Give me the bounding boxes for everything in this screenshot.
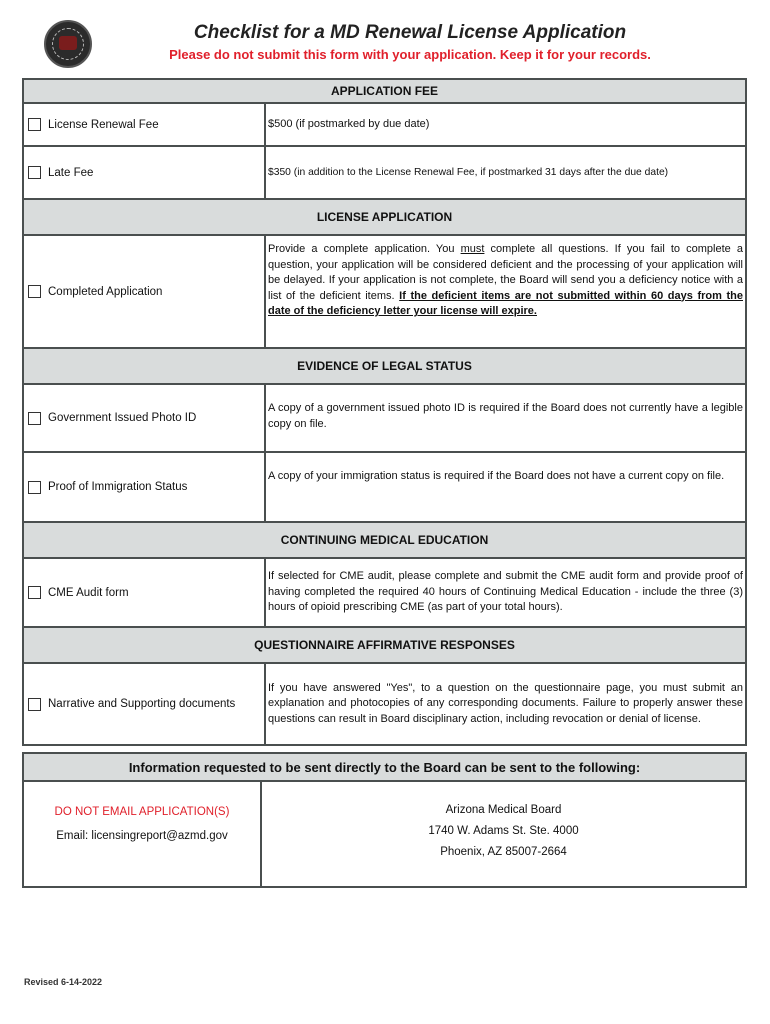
checklist-form [22,78,747,888]
row-label-cell [24,664,266,744]
mailing-address [262,782,745,886]
row-description: If you have answered "Yes", to a question on the questionnaire page, you must submit an explanation and photocopies of any corresponding documents. Failure to properly answer these questions can result in Board disciplinary action, including revocation or denial of license. [268,681,743,725]
immigration-status-checkbox[interactable] [28,481,41,494]
row-label: Government Issued Photo ID [48,412,197,424]
row-label: Completed Application [48,285,163,298]
section-header-legal-status: EVIDENCE OF LEGAL STATUS [22,349,747,385]
row-description: A copy of a government issued photo ID is required if the Board does not currently have a legible copy on file. [268,402,743,430]
checklist-row-photo-id [22,385,747,453]
license-renewal-fee-checkbox[interactable] [28,118,41,131]
deficiency-warning: If the deficient items are not submitted within 60 days from the date of the deficiency letter your license will expire. [268,289,743,317]
late-fee-checkbox[interactable] [28,166,41,179]
section-header-questionnaire: QUESTIONNAIRE AFFIRMATIVE RESPONSES [22,628,747,664]
row-description: $500 (if postmarked by due date) [268,117,430,130]
checklist-row-immigration-status [22,453,747,523]
address-line-name: Arizona Medical Board [445,804,562,816]
row-description [266,236,745,347]
section-header-cme: CONTINUING MEDICAL EDUCATION [22,523,747,559]
row-label: Narrative and Supporting documents [48,698,236,710]
completed-application-checkbox[interactable] [28,285,41,298]
contact-box [22,782,747,888]
row-label-cell [24,453,266,521]
row-label-cell [24,104,266,145]
description-part: Provide a complete application. You [268,243,461,255]
page-title: Checklist for a MD Renewal License Application [193,22,627,43]
checklist-row-completed-application [22,236,747,349]
narrative-documents-checkbox[interactable] [28,698,41,711]
address-line-city: Phoenix, AZ 85007-2664 [440,846,567,858]
checklist-row-late-fee [22,147,747,200]
photo-id-checkbox[interactable] [28,412,41,425]
row-label-cell [24,559,266,626]
row-label: Proof of Immigration Status [48,481,188,493]
page-subtitle: Please do not submit this form with your application. Keep it for your records. [169,47,651,62]
revision-date: Revised 6-14-2022 [24,977,103,987]
description-part: complete all questions. If you fail to complete a question, your application will be considered deficient and the processing of your application will be delayed. If your application is not complete, the Board will send you a deficiency notice with a list of the deficient items. [268,243,744,302]
row-description: If selected for CME audit, please complete and submit the CME audit form and provide proof of having completed the required 40 hours of Continuing Medical Education - include the three (3) hours of opioid prescribing CME (as part of your total hours). [268,570,743,614]
board-email: Email: licensingreport@azmd.gov [56,830,228,842]
checklist-row-narrative [22,664,747,746]
row-label-cell [24,147,266,198]
email-cell [24,782,262,886]
checklist-row-license-renewal-fee [22,104,747,147]
row-label: Late Fee [48,166,94,179]
row-label: License Renewal Fee [48,118,159,131]
row-description: A copy of your immigration status is required if the Board does not have a current copy on file. [268,470,725,482]
section-header-license-application: LICENSE APPLICATION [22,200,747,236]
cme-audit-checkbox[interactable] [28,586,41,599]
checklist-row-cme-audit [22,559,747,628]
no-email-warning: DO NOT EMAIL APPLICATION(S) [54,806,230,818]
row-label-cell [24,385,266,451]
row-description: $350 (in addition to the License Renewal Fee, if postmarked 31 days after the due date) [268,166,669,178]
address-line-street: 1740 W. Adams St. Ste. 4000 [428,825,579,837]
must-emphasis: must [460,243,485,255]
info-header: Information requested to be sent directly to the Board can be sent to the following: [22,752,747,782]
row-label: CME Audit form [48,586,129,599]
section-header-application-fee: APPLICATION FEE [22,78,747,104]
row-label-cell [24,236,266,347]
